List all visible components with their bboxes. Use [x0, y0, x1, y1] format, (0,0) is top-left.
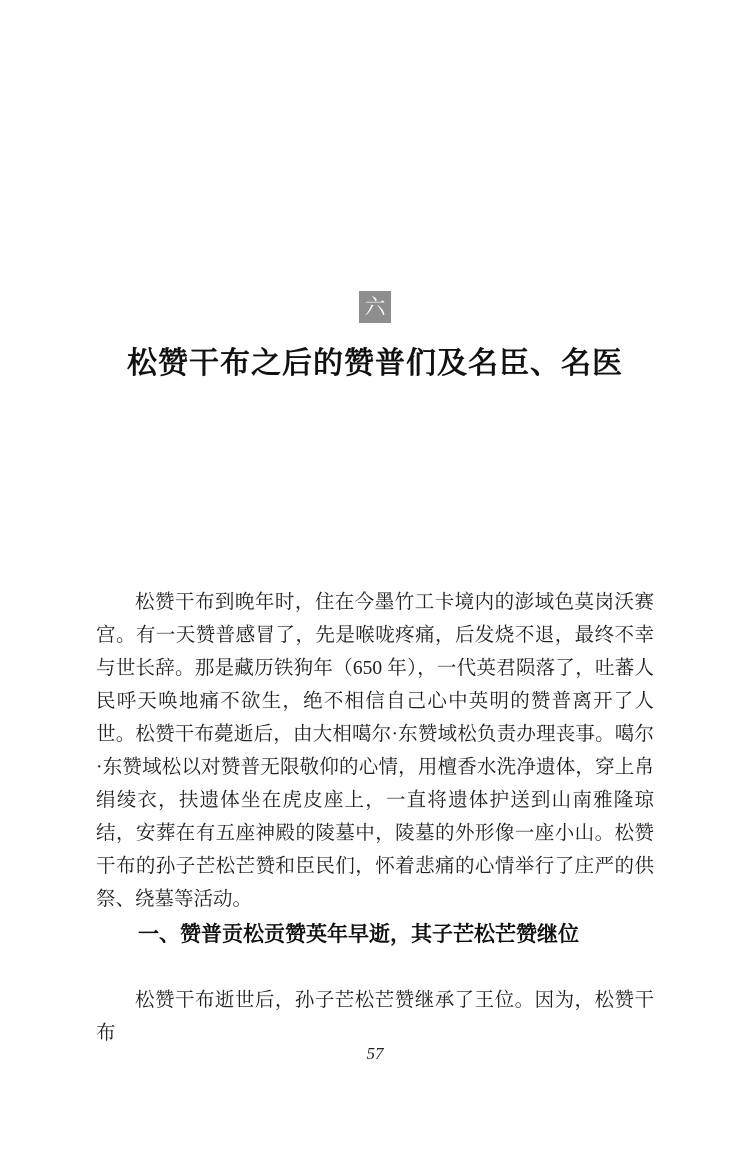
paragraph-1: 松赞干布到晚年时，住在今墨竹工卡境内的澎域色莫岗沃赛宫。有一天赞普感冒了，先是喉咙疼痛，后发烧不退，最终不幸与世长辞。那是藏历铁狗年（650 年），一代英君陨落了，吐蕃人民呼天唤地痛不欲生，绝不相信自己心中英明的赞普离开了人世。松赞干布薨逝后，由大相噶尔·东赞域松负责办理丧事。噶尔·东赞域松以对赞普无限敬仰的心情，用檀香水洗净遗体，穿上帛绢绫衣，扶遗体坐在虎皮座上，一直将遗体护送到山南雅隆琼结，安葬在有五座神殿的陵墓中，陵墓的外形像一座小山。松赞干布的孙子芒松芒赞和臣民们，怀着悲痛的心情举行了庄严的供祭、绕墓等活动。	[96, 592, 654, 910]
chapter-number-box	[359, 291, 391, 323]
chapter-title: 松赞干布之后的赞普们及名臣、名医	[127, 347, 623, 380]
paragraph-2: 松赞干布逝世后，孙子芒松芒赞继承了王位。因为，松赞干布	[96, 990, 654, 1044]
section-heading: 一、赞普贡松贡赞英年早逝，其子芒松芒赞继位	[138, 922, 579, 946]
page-number: 57	[366, 1044, 384, 1063]
chapter-number: 六	[364, 294, 386, 319]
